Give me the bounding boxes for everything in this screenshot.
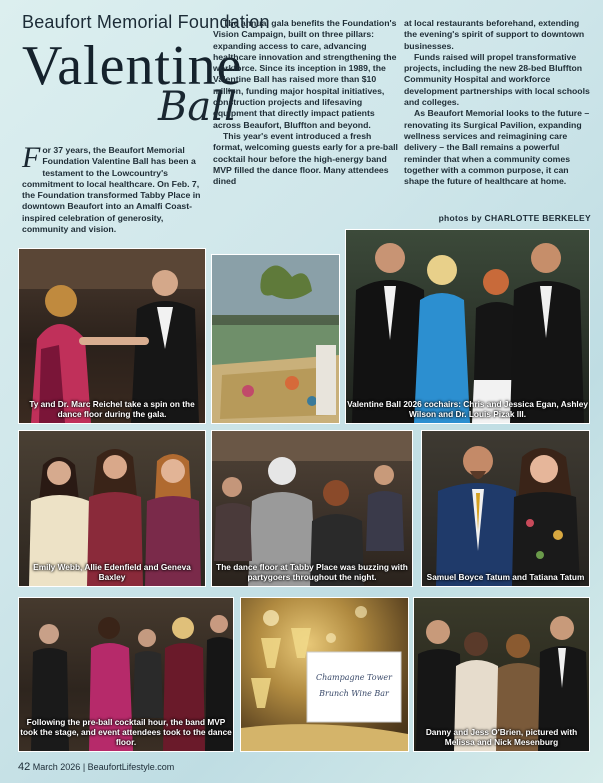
photo-caption: Danny and Jess O'Brien, pictured with Melissa and Nick Mesenburg: [425, 727, 578, 747]
photo-caption: Following the pre-ball cocktail hour, the band MVP took the stage, and event attendees took to the dance floor.: [20, 717, 232, 747]
article-column-2: [213, 18, 401, 187]
photo-illustration: [346, 230, 589, 423]
drop-cap: F: [22, 141, 41, 174]
photo-caption: Samuel Boyce Tatum and Tatiana Tatum: [426, 572, 585, 582]
photo-dance-floor: [211, 430, 413, 587]
photo-caption: The dance floor at Tabby Place was buzzing with partygoers throughout the night.: [216, 562, 408, 582]
photo-tatum-couple: [421, 430, 590, 587]
photo-obrien-mesenburg: [413, 597, 590, 752]
photo-three-women: [18, 430, 206, 587]
sign-line-1: Champagne Tower: [315, 673, 393, 682]
photo-band-dance: [18, 597, 234, 752]
photo-caption: Ty and Dr. Marc Reichel take a spin on the dance floor during the gala.: [29, 399, 195, 419]
photo-caption: Valentine Ball 2026 cochairs: Chris and Jessica Egan, Ashley Wilson and Dr. Louis Pizak III.: [347, 399, 588, 419]
sign-line-2: Brunch Wine Bar: [319, 689, 389, 698]
photo-credit: photos by CHARLOTTE BERKELEY: [438, 213, 591, 223]
article-paragraph: at local restaurants beforehand, extending the evening's spirit of support to downtown businesses.: [404, 18, 585, 51]
article-paragraph: Funds raised will propel transformative projects, including the new 28-bed Bluffton Community Hospital and workforce development partnerships with local schools and colleges.: [404, 51, 590, 108]
section-kicker: Beaufort Memorial Foundation: [22, 12, 270, 32]
photo-cochairs: [345, 229, 590, 424]
photo-venue-tables: [211, 254, 340, 424]
article-column-1: [22, 141, 205, 235]
title-script-word: Ball: [158, 84, 237, 130]
page-title: Valentine: [22, 35, 243, 97]
article-column-3: [404, 18, 590, 187]
website-link[interactable]: BeaufortLifestyle.com: [87, 762, 175, 772]
footer-divider: |: [82, 762, 86, 772]
photo-caption: Emily Webb, Allie Edenfield and Geneva Baxley: [33, 562, 191, 582]
photo-champagne-sign: [240, 597, 409, 752]
photo-illustration: [212, 255, 339, 423]
issue-date: March 2026: [32, 762, 81, 772]
photo-illustration: [19, 249, 205, 423]
article-paragraph: or 37 years, the Beaufort Memorial Foundation Valentine Ball has been a testament to the Lowcountry's commitment to local healthcare. On Feb. 7, the Foundation transformed Tabby Place in downtown Beaufort into an Amalfi Coast-inspired celebration of generosity, community and vision.: [22, 145, 201, 235]
photo-dancing-couple: [18, 248, 206, 424]
photo-illustration: [422, 431, 589, 586]
page-footer: [18, 761, 174, 773]
article-paragraph: The annual gala benefits the Foundation's Vision Campaign, built on three pillars: expanding access to care, advancing healthcare innovation and strengthening the workforce. Since its inception in 1989, the Valentine Ball has raised more than $10 million, funding major hospital initiatives, construction projects and lifesaving equipment that directly impact patients across Beaufort, Bluffton and beyond.: [213, 18, 397, 130]
page-number: 42: [18, 761, 31, 773]
article-paragraph: As Beaufort Memorial looks to the future – renovating its Surgical Pavilion, expanding wellness services and reimagining care delivery – the Ball remains a powerful reminder that when a community comes together with a common purpose, it can shape the future of healthcare at home.: [404, 108, 590, 187]
photo-illustration: [241, 598, 408, 751]
article-paragraph: This year's event introduced a fresh format, welcoming guests early for a pre-ball cocktail hour before the high-energy band MVP filled the dance floor. Many attendees dined: [213, 130, 398, 187]
